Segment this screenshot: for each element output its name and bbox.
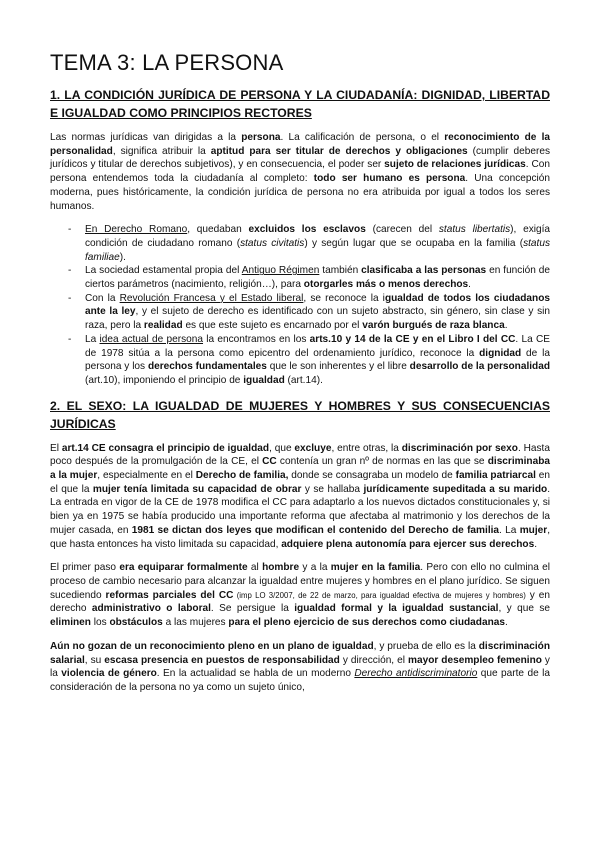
section-1-list bbox=[50, 223, 550, 387]
section-2-paragraph-3: Aún no gozan de un reconocimiento pleno en un plano de igualdad, y prueba de ello es la discriminación salarial, su escasa presencia en puestos de responsabilidad y dirección, el mayor desempleo femenino y la violencia de género. En la actualidad se habla de un moderno Derecho antidiscriminatorio que parte de la consideración de la persona no ya como un sujeto único, bbox=[50, 640, 550, 693]
list-item-antiguo-regimen: - La sociedad estamental propia del Antiguo Régimen también clasificaba a las personas en función de ciertos parámetros (nacimiento, religión…), para otorgarles más o menos derechos. bbox=[85, 264, 550, 291]
list-item-derecho-romano: - En Derecho Romano, quedaban excluidos los esclavos (carecen del status libertatis), exigía condición de ciudadano romano (status civitatis) y según lugar que se ocupaba en la familia (status familiae). bbox=[85, 223, 550, 264]
page-title: TEMA 3: LA PERSONA bbox=[50, 50, 284, 75]
section-2-paragraph-2: El primer paso era equiparar formalmente al hombre y a la mujer en la familia. Pero con ello no culmina el proceso de cambio necesario para alcanzar la igualdad entre mujeres y hombres en el plano jurídico. Se siguen sucediendo reformas parciales del CC (imp LO 3/2007, de 22 de marzo, para igualdad efectiva de mujeres y hombres) y en derecho administrativo o laboral. Se persigue la igualdad formal y la igualdad sustancial, y que se eliminen los obstáculos a las mujeres para el pleno ejercicio de sus derechos como ciudadanas. bbox=[50, 562, 550, 629]
section-2-heading: 2. EL SEXO: LA IGUALDAD DE MUJERES Y HOMBRES Y SUS CONSECUENCIAS JURÍDICAS bbox=[50, 398, 550, 431]
list-item-revolucion-francesa: - Con la Revolución Francesa y el Estado liberal, se reconoce la igualdad de todos los ciudadanos ante la ley, y el sujeto de derecho es identificado con un sujeto abstracto, sin género, sin clase y sin raza, pero la realidad es que este sujeto es encarnado por el varón burgués de raza blanca. bbox=[85, 292, 550, 333]
section-2-paragraph-1: El art.14 CE consagra el principio de igualdad, que excluye, entre otras, la discriminación por sexo. Hasta poco después de la promulgación de la CE, el CC contenía un gran nº de normas en las que se discriminaba a la mujer, especialmente en el Derecho de familia, donde se consagraba un modelo de familia patriarcal en el que la mujer tenía limitada su capacidad de obrar y se hallaba jurídicamente supeditada a su marido. La entrada en vigor de la CE de 1978 modifica el CC para adaptarlo a los nuevos dictados constitucionales y, si bien ya en 1975 se había producido una importante reforma que afectaba al matrimonio y los derechos de la mujer casada, en 1981 se dictan dos leyes que modifican el contenido del Derecho de familia. La mujer, que hasta entonces ha visto limitada su capacidad, adquiere plena autonomía para ejercer sus derechos. bbox=[50, 442, 551, 550]
section-1-heading: 1. LA CONDICIÓN JURÍDICA DE PERSONA Y LA CIUDADANÍA: DIGNIDAD, LIBERTAD E IGUALDAD COMO PRINCIPIOS RECTORES bbox=[50, 88, 550, 120]
section-1-intro: Las normas jurídicas van dirigidas a la persona. La calificación de persona, o el reconocimiento de la personalidad, significa atribuir la aptitud para ser titular de derechos y obligaciones (cumplir deberes jurídicos y titular de derechos subjetivos), y en consecuencia, el poder ser sujeto de relaciones jurídicas. Con persona entendemos toda la ciudadanía al completo: todo ser humano es persona. Una concepción moderna, pues históricamente, la condición jurídica de persona no era atribuida por igual a todos los seres humanos. bbox=[50, 132, 550, 212]
list-item-idea-actual: - La idea actual de persona la encontramos en los arts.10 y 14 de la CE y en el Libro I del CC. La CE de 1978 sitúa a la persona como epicentro del ordenamiento jurídico, reconoce la dignidad de la persona y los derechos fundamentales que le son inherentes y el libre desarrollo de la personalidad (art.10), imponiendo el principio de igualdad (art.14). bbox=[85, 333, 550, 388]
